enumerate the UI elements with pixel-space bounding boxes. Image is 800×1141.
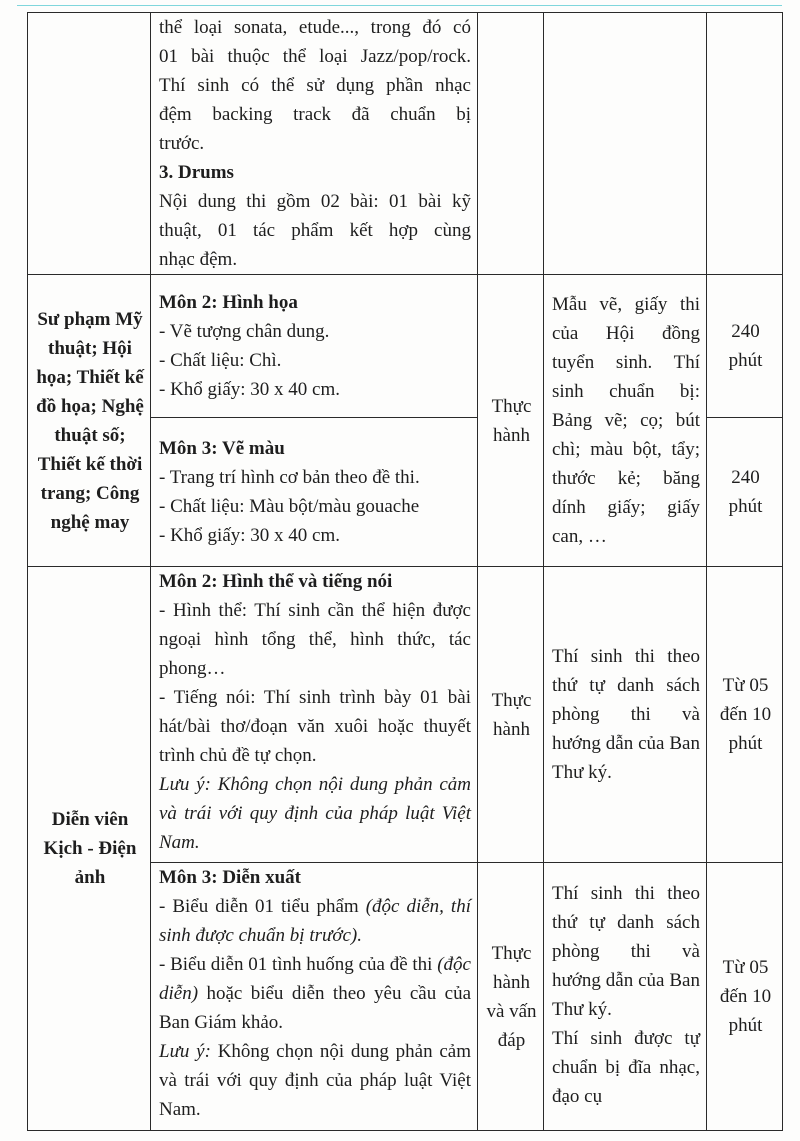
content-line: trước.	[159, 133, 205, 154]
table-row	[28, 567, 783, 863]
note-label: Lưu ý:	[159, 1041, 211, 1062]
text-run: - Biểu diễn 01 tình huống của đề thi	[159, 954, 438, 975]
duration-cell: Từ 05 đến 10 phút	[707, 567, 783, 863]
content-line: - Chất liệu: Chì.	[159, 350, 282, 371]
content-line: - Chất liệu: Màu bột/màu gouache	[159, 496, 420, 517]
content-line: Nội dung thi gồm 02 bài: 01 bài kỹ	[159, 191, 471, 212]
duration-cell: 240 phút	[707, 275, 783, 418]
content-cell	[151, 13, 478, 275]
content-line: thuật, 01 tác phẩm kết hợp cùng	[159, 220, 471, 241]
text-run-italic: (độc diễn)	[159, 954, 471, 1004]
requirements-cell	[544, 13, 707, 275]
content-line: - Vẽ tượng chân dung.	[159, 321, 330, 342]
requirements-paragraph: Thí sinh được tự chuẩn bị đĩa nhạc, đạo cụ	[552, 1028, 700, 1107]
major-cell: Sư phạm Mỹ thuật; Hội họa; Thiết kế đồ họa; Nghệ thuật số; Thiết kế thời trang; Công nghệ may	[28, 275, 151, 567]
duration-cell: Từ 05 đến 10 phút	[707, 863, 783, 1131]
content-cell	[151, 567, 478, 863]
content-line: thể loại sonata, etude..., trong đó có	[159, 17, 471, 38]
note-text: Không chọn nội dung phản cảm và trái với quy định của pháp luật Việt Nam.	[159, 1041, 471, 1120]
content-paragraph	[159, 950, 471, 1037]
content-line: đệm backing track đã chuẩn bị	[159, 104, 471, 125]
content-cell	[151, 275, 478, 418]
major-cell: Diễn viên Kịch - Điện ảnh	[28, 567, 151, 1131]
note-paragraph: Lưu ý: Không chọn nội dung phản cảm và trái với quy định của pháp luật Việt Nam.	[159, 774, 471, 853]
major-cell	[28, 13, 151, 275]
subject-title: Môn 2: Hình thể và tiếng nói	[159, 571, 393, 592]
section-heading: 3. Drums	[159, 162, 234, 183]
subject-title: Môn 3: Diễn xuất	[159, 867, 301, 888]
subject-title: Môn 2: Hình họa	[159, 292, 298, 313]
form-cell: Thực hành	[478, 567, 544, 863]
content-paragraph: - Hình thể: Thí sinh cần thể hiện được ngoại hình tổng thể, hình thức, tác phong…	[159, 600, 471, 679]
note-paragraph	[159, 1037, 471, 1124]
text-run: hoặc biểu diễn theo yêu cầu của Ban Giám khảo.	[159, 983, 471, 1033]
content-cell	[151, 863, 478, 1131]
exam-table	[27, 12, 783, 1131]
form-cell: Thực hành và vấn đáp	[478, 863, 544, 1131]
content-line: nhạc đệm.	[159, 249, 238, 270]
requirements-paragraph: Thí sinh thi theo thứ tự danh sách phòng thi và hướng dẫn của Ban Thư ký.	[552, 883, 700, 1020]
content-line: - Khổ giấy: 30 x 40 cm.	[159, 379, 341, 400]
content-paragraph: - Tiếng nói: Thí sinh trình bày 01 bài hát/bài thơ/đoạn văn xuôi hoặc thuyết trình chủ đề tự chọn.	[159, 687, 471, 766]
duration-cell: 240 phút	[707, 418, 783, 567]
page-top-rule	[17, 5, 782, 6]
text-run-italic: (độc diễn, thí sinh được chuẩn bị trước).	[159, 896, 471, 946]
content-line: - Trang trí hình cơ bản theo đề thi.	[159, 467, 420, 488]
table-row	[28, 13, 783, 275]
requirements-cell	[544, 863, 707, 1131]
subject-title: Môn 3: Vẽ màu	[159, 438, 285, 459]
content-line: 01 bài thuộc thể loại Jazz/pop/rock.	[159, 46, 471, 67]
content-line: - Khổ giấy: 30 x 40 cm.	[159, 525, 341, 546]
form-cell	[478, 13, 544, 275]
content-paragraph	[159, 892, 471, 950]
table-row	[28, 275, 783, 418]
text-run: - Biểu diễn 01 tiểu phẩm	[159, 896, 366, 917]
requirements-cell: Thí sinh thi theo thứ tự danh sách phòng thi và hướng dẫn của Ban Thư ký.	[544, 567, 707, 863]
form-cell: Thực hành	[478, 275, 544, 567]
content-cell	[151, 418, 478, 567]
requirements-cell: Mẫu vẽ, giấy thi của Hội đồng tuyển sinh. Thí sinh chuẩn bị: Bảng vẽ; cọ; bút chì; màu bột, tẩy; thước kẻ; băng dính giấy; giấy can, …	[544, 275, 707, 567]
duration-cell	[707, 13, 783, 275]
content-line: Thí sinh có thể sử dụng phần nhạc	[159, 75, 471, 96]
